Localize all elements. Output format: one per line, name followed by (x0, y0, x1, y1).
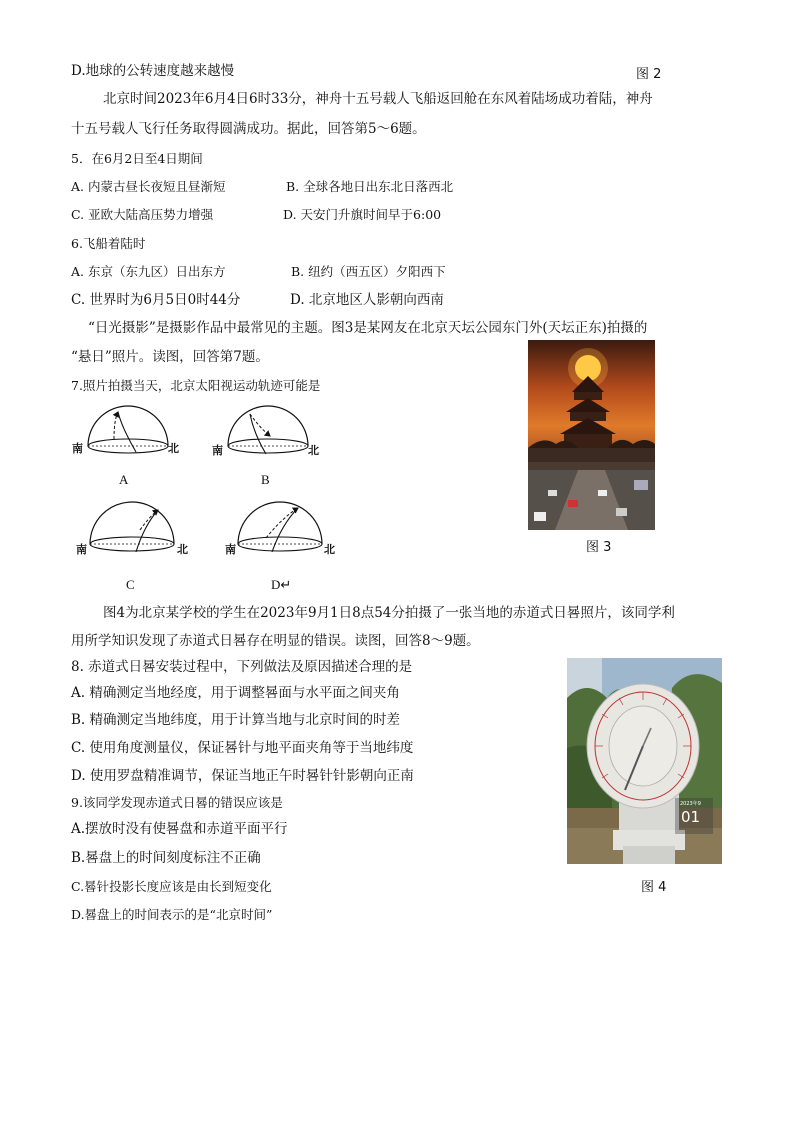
question-5-option-c: C. 亚欧大陆高压势力增强 (71, 207, 214, 222)
diagram-c (90, 502, 174, 552)
question-6-option-d: D. 北京地区人影朝向西南 (290, 292, 444, 308)
intro-paragraph-3-line-2: 用所学知识发现了赤道式日晷存在明显的错误。读图，回答8～9题。 (71, 633, 480, 649)
question-5-option-a: A. 内蒙古昼长夜短且昼渐短 (71, 179, 226, 194)
diagram-a-south-label: 南 (72, 442, 83, 455)
diagram-d (238, 502, 322, 552)
question-6-option-b: B. 纽约（西五区）夕阳西下 (291, 264, 446, 279)
intro-paragraph-1-line-1: 北京时间2023年6月4日6时33分，神舟十五号载人飞船返回舱在东风着陆场成功着陆，神舟 (103, 91, 653, 107)
question-8-stem: 8. 赤道式日晷安装过程中，下列做法及原因描述合理的是 (71, 659, 413, 675)
diagram-b-north-label: 北 (308, 444, 319, 457)
figure-4-caption: 图 4 (641, 880, 667, 895)
intro-paragraph-2-line-1: “日光摄影”是摄影作品中最常见的主题。图3是某网友在北京天坛公园东门外(天坛正东)拍摄的 (88, 320, 648, 336)
previous-option-d: D.地球的公转速度越来越慢 (71, 63, 235, 79)
diagram-d-north-label: 北 (324, 543, 335, 556)
question-9-option-a: A.摆放时没有使晷盘和赤道平面平行 (71, 821, 288, 837)
photo-stamp-date: 2023年9 (680, 801, 701, 807)
question-9-option-b: B.晷盘上的时间刻度标注不正确 (71, 850, 261, 866)
intro-paragraph-1-line-2: 十五号载人飞行任务取得圆满成功。据此，回答第5～6题。 (71, 121, 426, 137)
figure-3-caption: 图 3 (586, 540, 612, 555)
question-6-stem: 6.飞船着陆时 (71, 236, 146, 251)
diagram-c-north-label: 北 (177, 543, 188, 556)
question-5-option-b: B. 全球各地日出东北日落西北 (286, 179, 454, 194)
diagram-a-north-label: 北 (168, 442, 179, 455)
diagram-label-a: A (119, 472, 129, 487)
diagram-label-c: C (126, 577, 135, 592)
intro-paragraph-3-line-1: 图4为北京某学校的学生在2023年9月1日8点54分拍摄了一张当地的赤道式日晷照片，该同学利 (103, 605, 675, 621)
question-8-option-d: D. 使用罗盘精准调节，保证当地正午时晷针针影朝向正南 (71, 768, 414, 784)
figure-3-temple-of-heaven-sunset-photo (528, 340, 655, 530)
diagram-a (88, 406, 168, 453)
figure-2-caption: 图 2 (636, 67, 662, 82)
diagram-b-south-label: 南 (212, 444, 223, 457)
question-5-option-d: D. 天安门升旗时间早于6:00 (283, 207, 442, 222)
photo-stamp-day: 01 (681, 808, 701, 826)
diagram-c-south-label: 南 (76, 543, 87, 556)
question-6-option-a: A. 东京（东九区）日出东方 (71, 264, 226, 279)
question-5-stem: 5．在6月2日至4日期间 (71, 151, 203, 166)
question-8-option-a: A. 精确测定当地经度，用于调整晷面与水平面之间夹角 (71, 685, 400, 701)
question-8-option-b: B. 精确测定当地纬度，用于计算当地与北京时间的时差 (71, 712, 401, 728)
diagram-b (228, 406, 308, 454)
question-9-stem: 9.该同学发现赤道式日晷的错误应该是 (71, 795, 283, 810)
sun-path-diagrams (70, 398, 350, 574)
figure-4-equatorial-sundial-photo (567, 658, 722, 864)
question-9-option-d: D.晷盘上的时间表示的是“北京时间” (71, 907, 273, 922)
diagram-d-south-label: 南 (225, 543, 236, 556)
intro-paragraph-2-line-2: “悬日”照片。读图，回答第7题。 (71, 349, 269, 365)
diagram-label-b: B (261, 472, 270, 487)
diagram-label-d: D↵ (271, 577, 292, 592)
question-7-stem: 7.照片拍摄当天，北京太阳视运动轨迹可能是 (71, 378, 321, 393)
question-6-option-c: C. 世界时为6月5日0时44分 (71, 292, 241, 308)
question-9-option-c: C.晷针投影长度应该是由长到短变化 (71, 879, 272, 894)
question-8-option-c: C. 使用角度测量仪，保证晷针与地平面夹角等于当地纬度 (71, 740, 414, 756)
